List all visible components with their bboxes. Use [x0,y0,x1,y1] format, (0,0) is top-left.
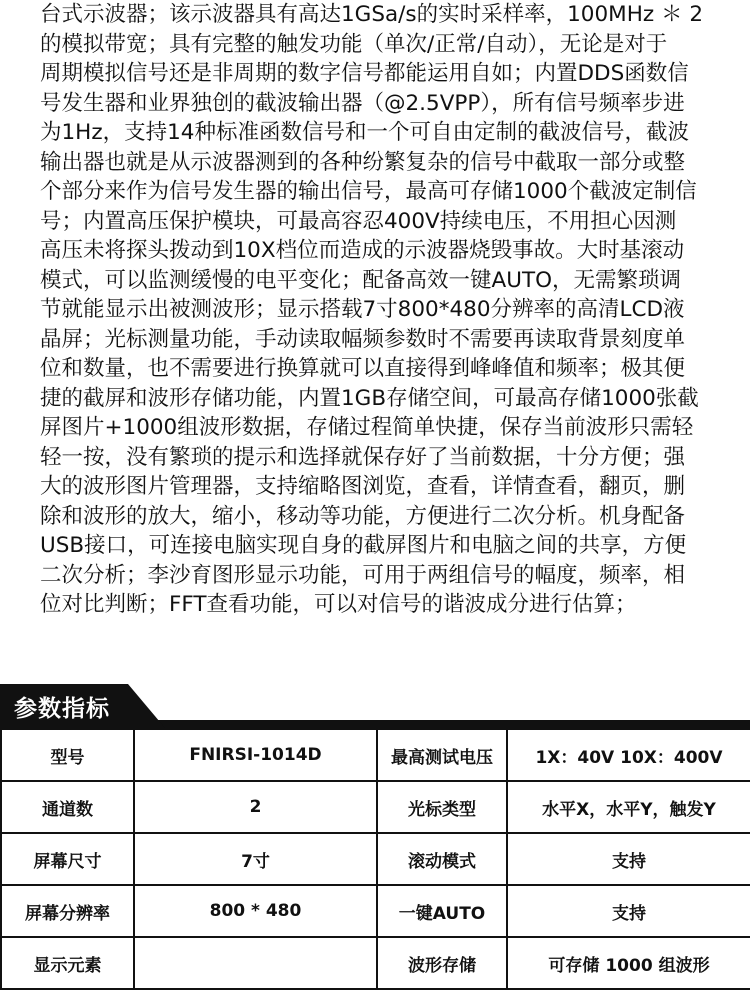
table-row [1,937,750,989]
description-line: 捷的截屏和波形存储功能，内置1GB存储空间，可最高存储1000张截 [40,385,699,411]
description-line: 屏图片+1000组波形数据，存储过程简单快捷，保存当前波形只需轻 [40,415,694,440]
description-line: 号发生器和业界独创的截波输出器（@2.5VPP），所有信号频率步进 [40,90,685,116]
spec-label-cell: 通道数 [1,781,134,833]
description-line: 周期模拟信号还是非周期的数字信号都能运用自如；内置DDS函数信 [40,61,689,86]
table-row [1,781,750,833]
spec-value-cell: 1X：40V 10X：400V [507,729,750,781]
description-line: 除和波形的放大，缩小，移动等功能，方便进行二次分析。机身配备 [40,503,686,529]
spec-value-cell: 支持 [507,833,750,885]
spec-value-cell: 水平X，水平Y，触发Y [507,781,750,833]
table-row [1,729,750,781]
spec-label-cell: 一键AUTO [377,885,507,937]
spec-label-cell: 显示元素 [1,937,134,989]
spec-value-cell: 可存储 1000 组波形 [507,937,750,989]
spec-label-cell: 最高测试电压 [377,729,507,781]
spec-value-cell: FNIRSI-1014D [134,729,377,781]
description-line: USB接口，可连接电脑实现自身的截屏图片和电脑之间的共享，方便 [40,533,687,558]
spec-value-cell: 支持 [507,885,750,937]
description-line: 模式，可以监测缓慢的电平变化；配备高效一键AUTO，无需繁琐调 [40,267,682,293]
table-row [1,885,750,937]
spec-label-cell: 波形存储 [377,937,507,989]
spec-label-cell: 光标类型 [377,781,507,833]
spec-label-cell: 屏幕分辨率 [1,885,134,937]
description-line: 输出器也就是从示波器测到的各种纷繁复杂的信号中截取一部分或整 [40,149,686,175]
spec-label-cell: 滚动模式 [377,833,507,885]
description-line: 个部分来作为信号发生器的输出信号，最高可存储1000个截波定制信 [40,179,697,204]
description-line: 节就能显示出被测波形；显示搭载7寸800*480分辨率的高清LCD液 [40,297,685,322]
spec-section-header [0,684,750,728]
description-line: 位对比判断；FFT查看功能，可以对信号的谐波成分进行估算； [40,592,637,617]
spec-value-cell: 2 [134,781,377,833]
spec-value-cell: 800 * 480 [134,885,377,937]
product-description [40,0,708,620]
description-line: 高压未将探头拨动到10X档位而造成的示波器烧毁事故。大时基滚动 [40,238,685,263]
spec-value-cell [134,937,377,989]
description-line: 二次分析；李沙育图形显示功能，可用于两组信号的幅度，频率，相 [40,562,686,588]
description-line: 台式示波器；该示波器具有高达1GSa/s的实时采样率，100MHz ＊ 2 [40,2,703,27]
description-line: 轻一按，没有繁琐的提示和选择就保存好了当前数据，十分方便；强 [40,444,686,470]
spec-label-cell: 型号 [1,729,134,781]
spec-label-cell: 屏幕尺寸 [1,833,134,885]
description-line: 的模拟带宽；具有完整的触发功能（单次/正常/自动），无论是对于 [40,31,668,57]
description-line: 大的波形图片管理器，支持缩略图浏览，查看，详情查看，翻页，删 [40,474,686,499]
table-row [1,833,750,885]
description-line: 为1Hz，支持14种标准函数信号和一个可自由定制的截波信号，截波 [40,120,689,145]
spec-table [0,728,750,990]
description-line: 位和数量，也不需要进行换算就可以直接得到峰峰值和频率；极其便 [40,356,686,381]
description-line: 号；内置高压保护模块，可最高容忍400V持续电压，不用担心因测 [40,208,677,234]
description-line: 晶屏；光标测量功能，手动读取幅频参数时不需要再读取背景刻度单 [40,326,686,352]
spec-value-cell: 7寸 [134,833,377,885]
section-title: 参数指标 [14,696,110,722]
